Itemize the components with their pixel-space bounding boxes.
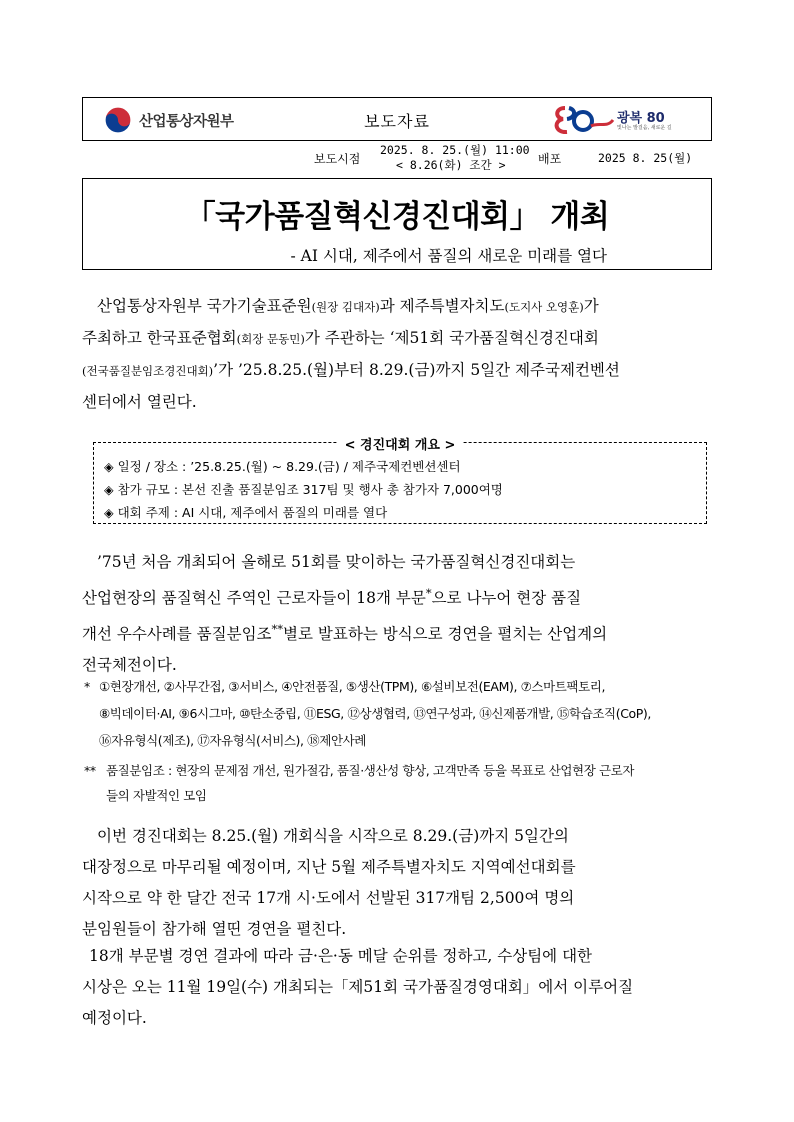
text: 대장정으로 마무리될 예정이며, 지난 5월 제주특별자치도 지역예선대회를 [82,858,576,876]
text: 개선 우수사례를 품질분임조 [82,625,272,644]
text: 시상은 오는 11월 19일(수) 개최되는「제51회 국가품질경영대회」에서 이루어질 [82,978,634,996]
text: 18개 부문별 경연 결과에 따라 금·은·동 메달 순위를 정하고, 수상팀에 대한 [89,947,593,965]
overview-item-theme: ◈ 대회 주제 : AI 시대, 제주에서 품질의 미래를 열다 [104,505,388,520]
release-embargo: < 8.26(화) 조간 > [396,158,506,172]
footnote-categories-line2: ⑧빅데이터·AI, ⑨6시그마, ⑩탄소중립, ⑪ESG, ⑫상생협력, ⑬연구성과, ⑭신제품개발, ⑮학습조직(CoP), [99,706,651,721]
ministry-name: 산업통상자원부 [139,113,234,130]
footnote-mark: ** [84,763,96,778]
text: (원장 김대자) [311,300,380,314]
text: 이번 경진대회는 8.25.(월) 개회식을 시작으로 8.29.(금)까지 5일간의 [97,827,569,845]
anniversary-subtext: 빛나는 발걸음, 새로운 길 [617,125,672,131]
press-header [82,97,712,141]
text: ** [271,622,284,637]
text: 전국체전이다. [82,656,177,675]
release-time-label: 보도시점 [314,152,361,166]
overview-title: < 경진대회 개요 > [94,434,706,453]
footnote-categories-line3: ⑯자유형식(제조), ⑰자유형식(서비스), ⑱제안사례 [99,733,366,748]
overview-item-scale: ◈ 참가 규모 : 본선 진출 품질분임조 317팀 및 행사 총 참가자 7,000여명 [104,482,503,497]
press-release-label: 보도자료 [364,112,430,131]
text: 별로 발표하는 방식으로 경연을 펼치는 산업계의 [283,625,608,644]
footnote-mark: * [84,679,90,694]
text: 산업통상자원부 국가기술표준원 [97,297,312,315]
text: * [425,586,432,600]
overview-item-schedule: ◈ 일정 / 장소 : ’25.8.25.(월) ~ 8.29.(금) / 제주국제컨벤션센터 [104,459,461,474]
text: 예정이다. [82,1009,147,1027]
distribution-date: 2025 8. 25(월) [598,151,693,165]
paragraph-intro [82,291,714,418]
title-box [82,178,712,270]
footnote-definition-line1: 품질분임조 : 현장의 문제점 개선, 원가절감, 품질·생산성 향상, 고객만족 등을 목표로 산업현장 근로자 [106,763,634,778]
text: 주최하고 한국표준협회 [82,329,237,347]
liberation-80-logo [551,104,677,136]
footnote-definition-line2: 들의 자발적인 모임 [106,788,207,803]
text: 분임원들이 참가해 열띤 경연을 펼친다. [82,920,347,938]
text: (회장 문동민) [236,332,305,346]
text: 가 주관하는 ‘제51회 국가품질혁신경진대회 [304,329,599,347]
anniversary-text: 광복 80 [617,111,665,126]
text: 센터에서 열린다. [82,393,197,411]
text: 으로 나누어 현장 품질 [431,589,582,608]
footnote-categories-line1: ①현장개선, ②사무간접, ③서비스, ④안전품질, ⑤생산(TPM), ⑥설비보전(EAM), ⑦스마트팩토리, [99,679,606,694]
text: 과 제주특별자치도 [379,297,505,315]
page-subtitle: - AI 시대, 제주에서 품질의 새로운 미래를 열다 [290,247,607,265]
text: (도지사 오영훈) [504,300,584,314]
page-title: 「국가품질혁신경진대회」 개최 [184,199,610,235]
text: ’가 ’25.8.25.(월)부터 8.29.(금)까지 5일간 제주국제컨벤션 [213,361,620,379]
release-time: 2025. 8. 25.(월) 11:00 [380,143,530,157]
text: 산업현장의 품질혁신 주역인 근로자들이 18개 부문 [82,589,426,608]
distribution-label: 배포 [538,152,562,166]
text: (전국품질분임조경진대회) [82,364,214,378]
anniversary-80-icon [551,104,615,136]
text: ’75년 처음 개최되어 올해로 51회를 맞이하는 국가품질혁신경진대회는 [97,553,576,571]
paragraph-awards [82,941,714,1034]
overview-box [93,438,707,524]
text: 가 [583,297,599,315]
text: 시작으로 약 한 달간 전국 17개 시·도에서 선발된 317개팀 2,500여 명의 [82,889,575,907]
paragraph-schedule [82,821,714,945]
paragraph-history [82,547,714,681]
